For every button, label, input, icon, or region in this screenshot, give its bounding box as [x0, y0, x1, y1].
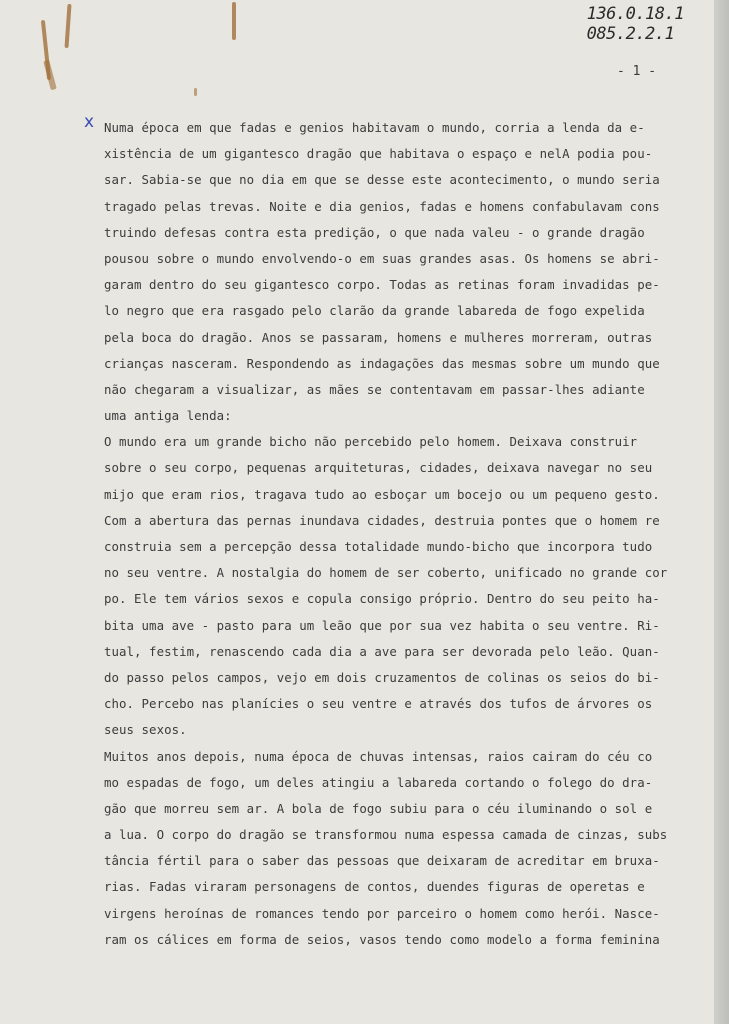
text-line: mijo que eram rios, tragava tudo ao esboçar um bocejo ou um pequeno gesto. — [104, 486, 660, 502]
text-line: cho. Percebo nas planícies o seu ventre e através dos tufos de árvores os — [104, 696, 653, 712]
text-line: po. Ele tem vários sexos e copula consigo próprio. Dentro do seu peito ha- — [104, 591, 660, 607]
text-line: pela boca do dragão. Anos se passaram, homens e mulheres morreram, outras — [104, 329, 653, 345]
typed-text-body — [104, 115, 704, 953]
text-line: uma antiga lenda: — [104, 408, 232, 424]
text-line: sobre o seu corpo, pequenas arquiteturas, cidades, deixava navegar no seu — [104, 460, 653, 476]
text-line: ram os cálices em forma de seios, vasos tendo como modelo a forma feminina — [104, 931, 660, 947]
page-number: - 1 - — [617, 64, 657, 79]
text-line: Numa época em que fadas e genios habitavam o mundo, corria a lenda da e- — [104, 120, 645, 135]
text-line: mo espadas de fogo, um deles atingiu a labareda cortando o folego do dra- — [104, 774, 653, 790]
archive-code-annotation — [587, 4, 684, 44]
text-line: seus sexos. — [104, 722, 187, 738]
scan-edge — [714, 0, 729, 1024]
text-line: truindo defesas contra esta predição, o que nada valeu - o grande dragão — [104, 224, 645, 240]
archive-code-line: 136.0.18.1 — [586, 4, 684, 24]
text-line: a lua. O corpo do dragão se transformou numa espessa camada de cinzas, subs — [104, 827, 668, 843]
text-line: Com a abertura das pernas inundava cidades, destruia pontes que o homem re — [104, 512, 660, 528]
text-line: construia sem a percepção dessa totalidade mundo-bicho que incorpora tudo — [104, 539, 653, 554]
rust-stain — [43, 60, 57, 91]
text-line: do passo pelos campos, vejo em dois cruzamentos de colinas os seios do bi- — [104, 669, 660, 685]
text-line: pousou sobre o mundo envolvendo-o em suas grandes asas. Os homens se abri- — [104, 250, 660, 266]
text-line: bita uma ave - pasto para um leão que por sua vez habita o seu ventre. Ri- — [104, 617, 660, 633]
rust-stain — [232, 2, 236, 40]
text-line: xistência de um gigantesco dragão que habitava o espaço e nelA podia pou- — [104, 146, 653, 162]
rust-stain — [64, 4, 71, 48]
text-line: garam dentro do seu gigantesco corpo. Todas as retinas foram invadidas pe- — [104, 277, 660, 293]
text-line: tância fértil para o saber das pessoas que deixaram de acreditar em bruxa- — [104, 853, 660, 869]
text-line: não chegaram a visualizar, as mães se contentavam em passar-lhes adiante — [104, 381, 645, 397]
text-line: rias. Fadas viraram personagens de contos, duendes figuras de operetas e — [104, 879, 645, 895]
margin-mark: x — [84, 112, 95, 132]
text-line: gão que morreu sem ar. A bola de fogo subiu para o céu iluminando o sol e — [104, 800, 653, 816]
archive-code-line: 085.2.2.1 — [586, 24, 675, 44]
text-line: lo negro que era rasgado pelo clarão da grande labareda de fogo expelida — [104, 303, 645, 319]
text-line: tragado pelas trevas. Noite e dia genios, fadas e homens confabulavam cons — [104, 198, 660, 214]
text-line: O mundo era um grande bicho não percebido pelo homem. Deixava construir — [104, 434, 638, 450]
text-line: virgens heroínas de romances tendo por parceiro o homem como herói. Nasce- — [104, 905, 660, 921]
text-line: no seu ventre. A nostalgia do homem de ser coberto, unificado no grande cor — [104, 565, 668, 581]
text-line: sar. Sabia-se que no dia em que se desse este acontecimento, o mundo seria — [104, 172, 660, 188]
rust-stain — [194, 88, 197, 96]
text-line: Muitos anos depois, numa época de chuvas intensas, raios cairam do céu co — [104, 748, 653, 764]
text-line: tual, festim, renascendo cada dia a ave para ser devorada pelo leão. Quan- — [104, 643, 660, 659]
text-line: crianças nasceram. Respondendo as indagações das mesmas sobre um mundo que — [104, 355, 660, 371]
